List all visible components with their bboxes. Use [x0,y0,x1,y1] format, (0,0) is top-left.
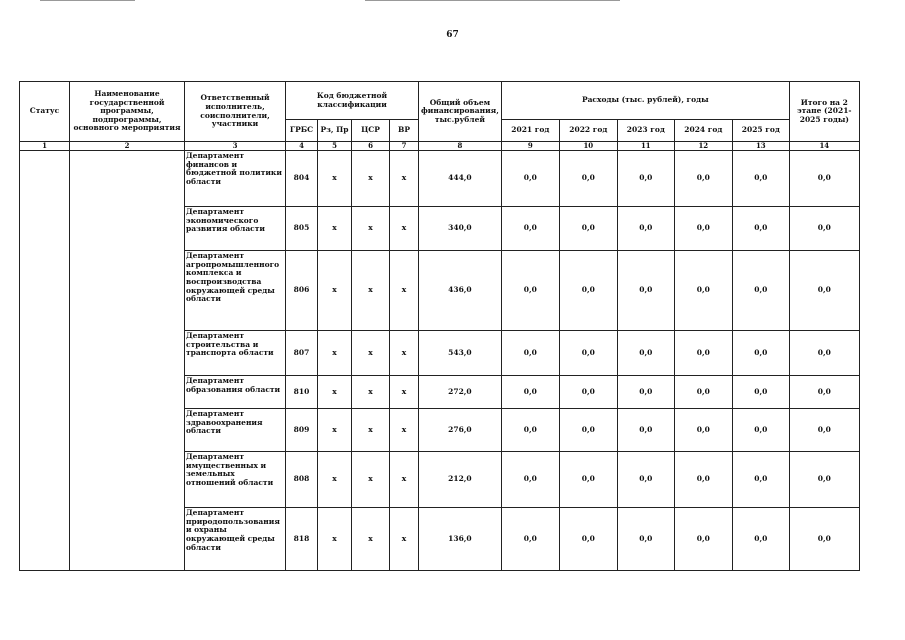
vr-cell: х [390,151,419,207]
vr-cell: х [390,452,419,508]
col-number: 5 [318,142,352,151]
header-2024: 2024 год [674,120,732,142]
col-number: 7 [390,142,419,151]
col-number: 12 [674,142,732,151]
header-2023: 2023 год [617,120,674,142]
grbs-cell: 809 [286,409,318,452]
header-2025: 2025 год [732,120,789,142]
grbs-cell: 807 [286,331,318,376]
csr-cell: х [352,207,390,251]
y2023-cell: 0,0 [617,207,674,251]
header-grbs: ГРБС [286,120,318,142]
y2021-cell: 0,0 [501,207,559,251]
col-number: 4 [286,142,318,151]
y2025-cell: 0,0 [732,251,789,331]
y2023-cell: 0,0 [617,331,674,376]
y2024-cell: 0,0 [674,207,732,251]
csr-cell: х [352,376,390,409]
y2023-cell: 0,0 [617,452,674,508]
header-executor: Ответственный исполнитель, соисполнители, участники [185,82,286,142]
vr-cell: х [390,376,419,409]
top-rule-left [40,0,135,1]
y2024-cell: 0,0 [674,376,732,409]
total-cell: 444,0 [419,151,502,207]
itogo-cell: 0,0 [789,376,859,409]
y2022-cell: 0,0 [559,452,617,508]
csr-cell: х [352,452,390,508]
total-cell: 212,0 [419,452,502,508]
y2022-cell: 0,0 [559,409,617,452]
col-number: 14 [789,142,859,151]
header-name: Наименование государственной программы, подпрограммы, основного мероприятия [70,82,185,142]
y2022-cell: 0,0 [559,207,617,251]
itogo-cell: 0,0 [789,452,859,508]
y2022-cell: 0,0 [559,508,617,571]
col-number: 10 [559,142,617,151]
executor-cell: Департамент экономического развития области [185,207,286,251]
executor-cell: Департамент имущественных и земельных отношений области [185,452,286,508]
y2021-cell: 0,0 [501,331,559,376]
rzpr-cell: х [318,251,352,331]
executor-cell: Департамент строительства и транспорта области [185,331,286,376]
y2024-cell: 0,0 [674,251,732,331]
y2021-cell: 0,0 [501,376,559,409]
total-cell: 136,0 [419,508,502,571]
header-vr: ВР [390,120,419,142]
header-budget-code: Код бюджетной классификации [286,82,419,120]
y2023-cell: 0,0 [617,409,674,452]
y2025-cell: 0,0 [732,207,789,251]
grbs-cell: 818 [286,508,318,571]
col-number: 9 [501,142,559,151]
executor-cell: Департамент агропромышленного комплекса и воспроизводства окружающей среды области [185,251,286,331]
vr-cell: х [390,331,419,376]
rzpr-cell: х [318,331,352,376]
y2022-cell: 0,0 [559,151,617,207]
y2022-cell: 0,0 [559,331,617,376]
header-rzpr: Рз, Пр [318,120,352,142]
y2024-cell: 0,0 [674,409,732,452]
y2021-cell: 0,0 [501,151,559,207]
vr-cell: х [390,207,419,251]
csr-cell: х [352,251,390,331]
y2021-cell: 0,0 [501,409,559,452]
itogo-cell: 0,0 [789,251,859,331]
total-cell: 436,0 [419,251,502,331]
top-rule-right [365,0,620,1]
rzpr-cell: х [318,409,352,452]
y2025-cell: 0,0 [732,151,789,207]
itogo-cell: 0,0 [789,151,859,207]
col-number: 6 [352,142,390,151]
vr-cell: х [390,508,419,571]
header-csr: ЦСР [352,120,390,142]
y2024-cell: 0,0 [674,151,732,207]
col-number: 2 [70,142,185,151]
col-number: 8 [419,142,502,151]
total-cell: 272,0 [419,376,502,409]
y2024-cell: 0,0 [674,508,732,571]
header-total: Общий объем финансирования, тыс.рублей [419,82,502,142]
itogo-cell: 0,0 [789,508,859,571]
y2023-cell: 0,0 [617,251,674,331]
itogo-cell: 0,0 [789,409,859,452]
y2025-cell: 0,0 [732,452,789,508]
rzpr-cell: х [318,452,352,508]
executor-cell: Департамент финансов и бюджетной политики области [185,151,286,207]
y2021-cell: 0,0 [501,452,559,508]
budget-table [19,81,860,571]
header-expenses: Расходы (тыс. рублей), годы [501,82,789,120]
y2024-cell: 0,0 [674,452,732,508]
csr-cell: х [352,151,390,207]
grbs-cell: 810 [286,376,318,409]
y2023-cell: 0,0 [617,376,674,409]
total-cell: 276,0 [419,409,502,452]
executor-cell: Департамент образования области [185,376,286,409]
itogo-cell: 0,0 [789,331,859,376]
y2025-cell: 0,0 [732,376,789,409]
y2021-cell: 0,0 [501,251,559,331]
grbs-cell: 805 [286,207,318,251]
y2023-cell: 0,0 [617,151,674,207]
y2025-cell: 0,0 [732,331,789,376]
y2021-cell: 0,0 [501,508,559,571]
header-itogo: Итого на 2 этапе (2021-2025 годы) [789,82,859,142]
total-cell: 340,0 [419,207,502,251]
y2022-cell: 0,0 [559,376,617,409]
vr-cell: х [390,409,419,452]
itogo-cell: 0,0 [789,207,859,251]
csr-cell: х [352,409,390,452]
header-2021: 2021 год [501,120,559,142]
rzpr-cell: х [318,207,352,251]
y2025-cell: 0,0 [732,409,789,452]
header-2022: 2022 год [559,120,617,142]
rzpr-cell: х [318,151,352,207]
grbs-cell: 806 [286,251,318,331]
header-status: Статус [20,82,70,142]
csr-cell: х [352,331,390,376]
y2023-cell: 0,0 [617,508,674,571]
grbs-cell: 804 [286,151,318,207]
table-row [20,151,860,207]
y2022-cell: 0,0 [559,251,617,331]
name-cell [70,151,185,571]
grbs-cell: 808 [286,452,318,508]
vr-cell: х [390,251,419,331]
col-number: 3 [185,142,286,151]
csr-cell: х [352,508,390,571]
executor-cell: Департамент природопользования и охраны окружающей среды области [185,508,286,571]
col-number: 1 [20,142,70,151]
total-cell: 543,0 [419,331,502,376]
y2025-cell: 0,0 [732,508,789,571]
status-cell [20,151,70,571]
col-number: 13 [732,142,789,151]
executor-cell: Департамент здравоохранения области [185,409,286,452]
col-number: 11 [617,142,674,151]
page-number: 67 [446,30,459,40]
y2024-cell: 0,0 [674,331,732,376]
rzpr-cell: х [318,376,352,409]
rzpr-cell: х [318,508,352,571]
